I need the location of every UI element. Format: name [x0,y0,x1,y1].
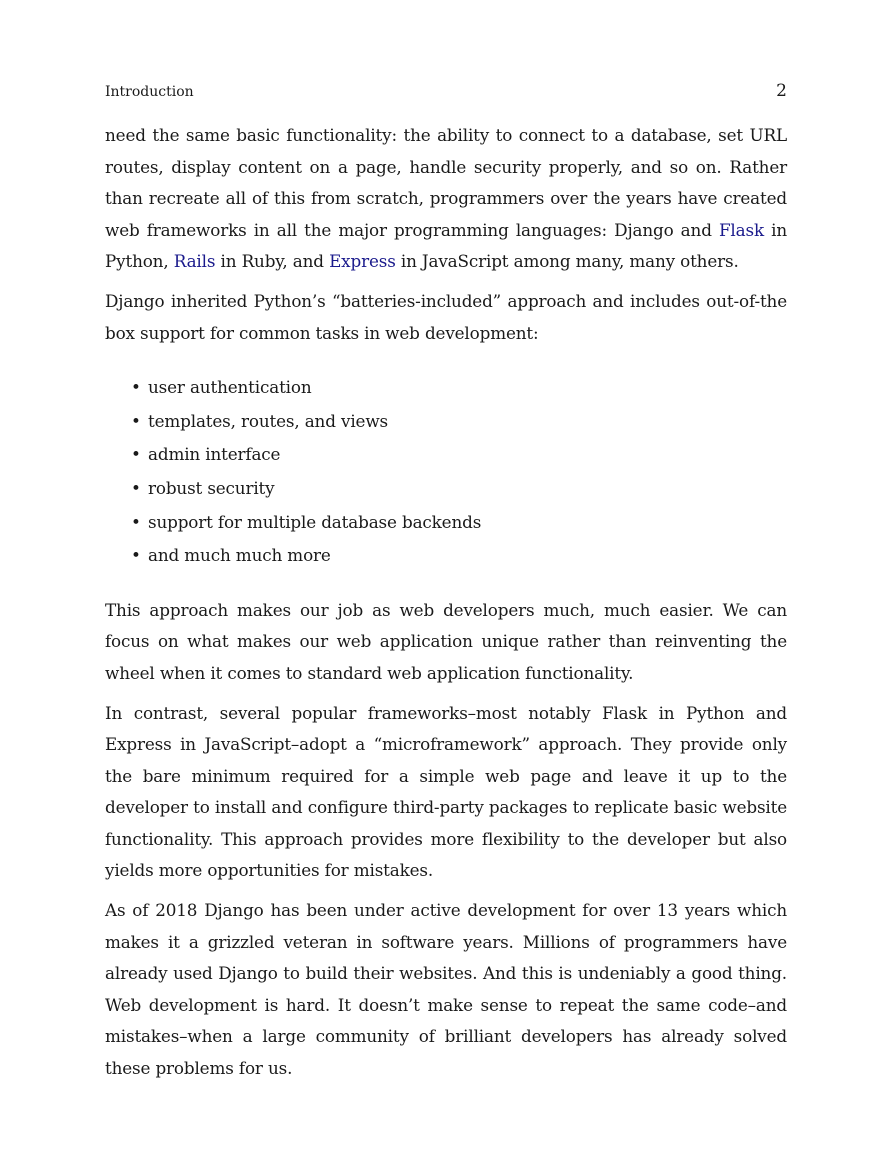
list-item [131,539,787,573]
list-item [131,371,787,405]
bullet: • [131,511,141,532]
rails-link[interactable]: Rails [173,251,216,272]
bullet: • [131,377,141,398]
list-item [131,438,787,472]
bullet: • [131,477,141,498]
paragraph-microframeworks: In contrast, several popular frameworks–most notably Flask in Python and Express in JavaScript–adopt a “microframework” approach. They provide only the bare minimum required for a simple web page and leave it up to the developer to install and configure third-party packages to replicate basic website functionality. This approach provides more flexibility to the developer but also yields more opportunities for mistakes. [105,702,787,881]
section-title: Introduction [105,84,194,100]
bullet: • [131,545,141,566]
list-item-text: templates, routes, and views [148,410,388,431]
list-item-text: robust security [148,477,275,498]
paragraph-text: in JavaScript among many, many others. [395,251,739,272]
bullet: • [131,444,141,465]
list-item-text: and much much more [148,545,331,566]
paragraph-frameworks [105,120,787,278]
document-page [105,80,787,1093]
paragraph-text: in Python, [105,219,787,272]
page-number: 2 [776,81,787,101]
list-item [131,405,787,439]
list-item [131,472,787,506]
express-link[interactable]: Express [329,251,396,272]
list-item [131,506,787,540]
paragraph-text: in Ruby, and [215,251,330,272]
feature-list [105,371,787,573]
paragraph-django-history: As of 2018 Django has been under active development for over 13 years which makes it a grizzled veteran in software years. Millions of programmers have already used Django to build their websites. And this is undeniably a good thing. Web development is hard. It doesn’t make sense to repeat the same code–and mistakes–when a large community of brilliant developers has already solved these problems for us. [105,900,787,1079]
flask-link[interactable]: Flask [718,219,764,240]
list-item-text: user authentication [148,377,312,398]
list-item-text: support for multiple database backends [148,511,482,532]
paragraph-batteries-included: Django inherited Python’s “batteries-included” approach and includes out-of-the box support for common tasks in web development: [105,290,787,343]
paragraph-text: need the same basic functionality: the ability to connect to a database, set URL routes, display content on a page, handle security properly, and so on. Rather than recreate all of this from scratch, programmers over the years have created web frameworks in all the major programming languages: Django and [105,125,787,240]
bullet: • [131,410,141,431]
paragraph-developer-ease: This approach makes our job as web developers much, much easier. We can focus on what makes our web application unique rather than reinventing the wheel when it comes to standard web application functionality. [105,599,787,683]
running-header [105,80,787,106]
list-item-text: admin interface [148,444,281,465]
